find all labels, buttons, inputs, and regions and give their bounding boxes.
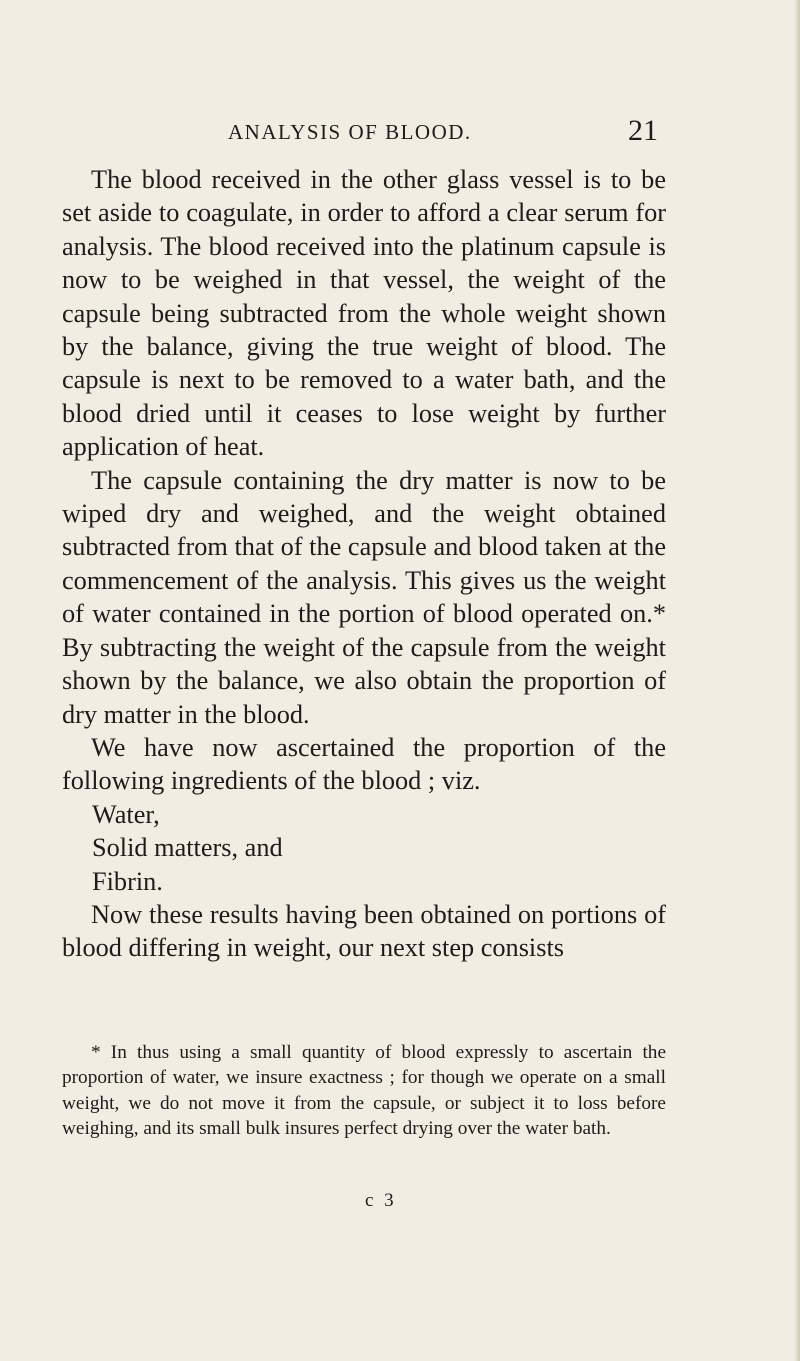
page-header	[228, 114, 658, 154]
paragraph: Now these results having been obtained on portions of blood differing in weight, our next step consists	[62, 899, 666, 963]
list-item: Water,	[92, 799, 160, 829]
running-head: ANALYSIS OF BLOOD.	[228, 120, 472, 144]
footnote	[62, 1040, 666, 1141]
paragraph: The capsule containing the dry matter is now to be wiped dry and weighed, and the weight obtained subtracted from that of the capsule and blood taken at the commencement of the analysis. This gives us the weight of water contained in the portion of blood operated on.* By subtracting the weight of the capsule from the weight shown by the balance, we also obtain the proportion of dry matter in the blood.	[62, 465, 666, 729]
paragraph: The blood received in the other glass vessel is to be set aside to coagulate, in order to afford a clear serum for analysis. The blood received into the platinum capsule is now to be weighed in that vessel, the weight of the capsule being subtracted from the whole weight shown by the balance, giving the true weight of blood. The capsule is next to be removed to a water bath, and the blood dried until it ceases to lose weight by further application of heat.	[62, 165, 666, 462]
page-edge-shadow	[794, 0, 800, 1361]
list-item: Fibrin.	[92, 866, 163, 896]
list-item: Solid matters, and	[92, 833, 283, 863]
signature-mark: c 3	[365, 1190, 397, 1211]
ingredient-list	[62, 798, 666, 898]
footnote-text: * In thus using a small quantity of blood expressly to ascertain the proportion of water, we insure exactness ; for though we operate on a small weight, we do not move it from the capsule, or subject it to loss before weighing, and its small bulk insures perfect drying over the water bath.	[62, 1042, 666, 1139]
paragraph: We have now ascertained the proportion of the following ingredients of the blood ; viz.	[62, 732, 666, 796]
page-number: 21	[628, 114, 658, 147]
body-text	[62, 163, 666, 965]
